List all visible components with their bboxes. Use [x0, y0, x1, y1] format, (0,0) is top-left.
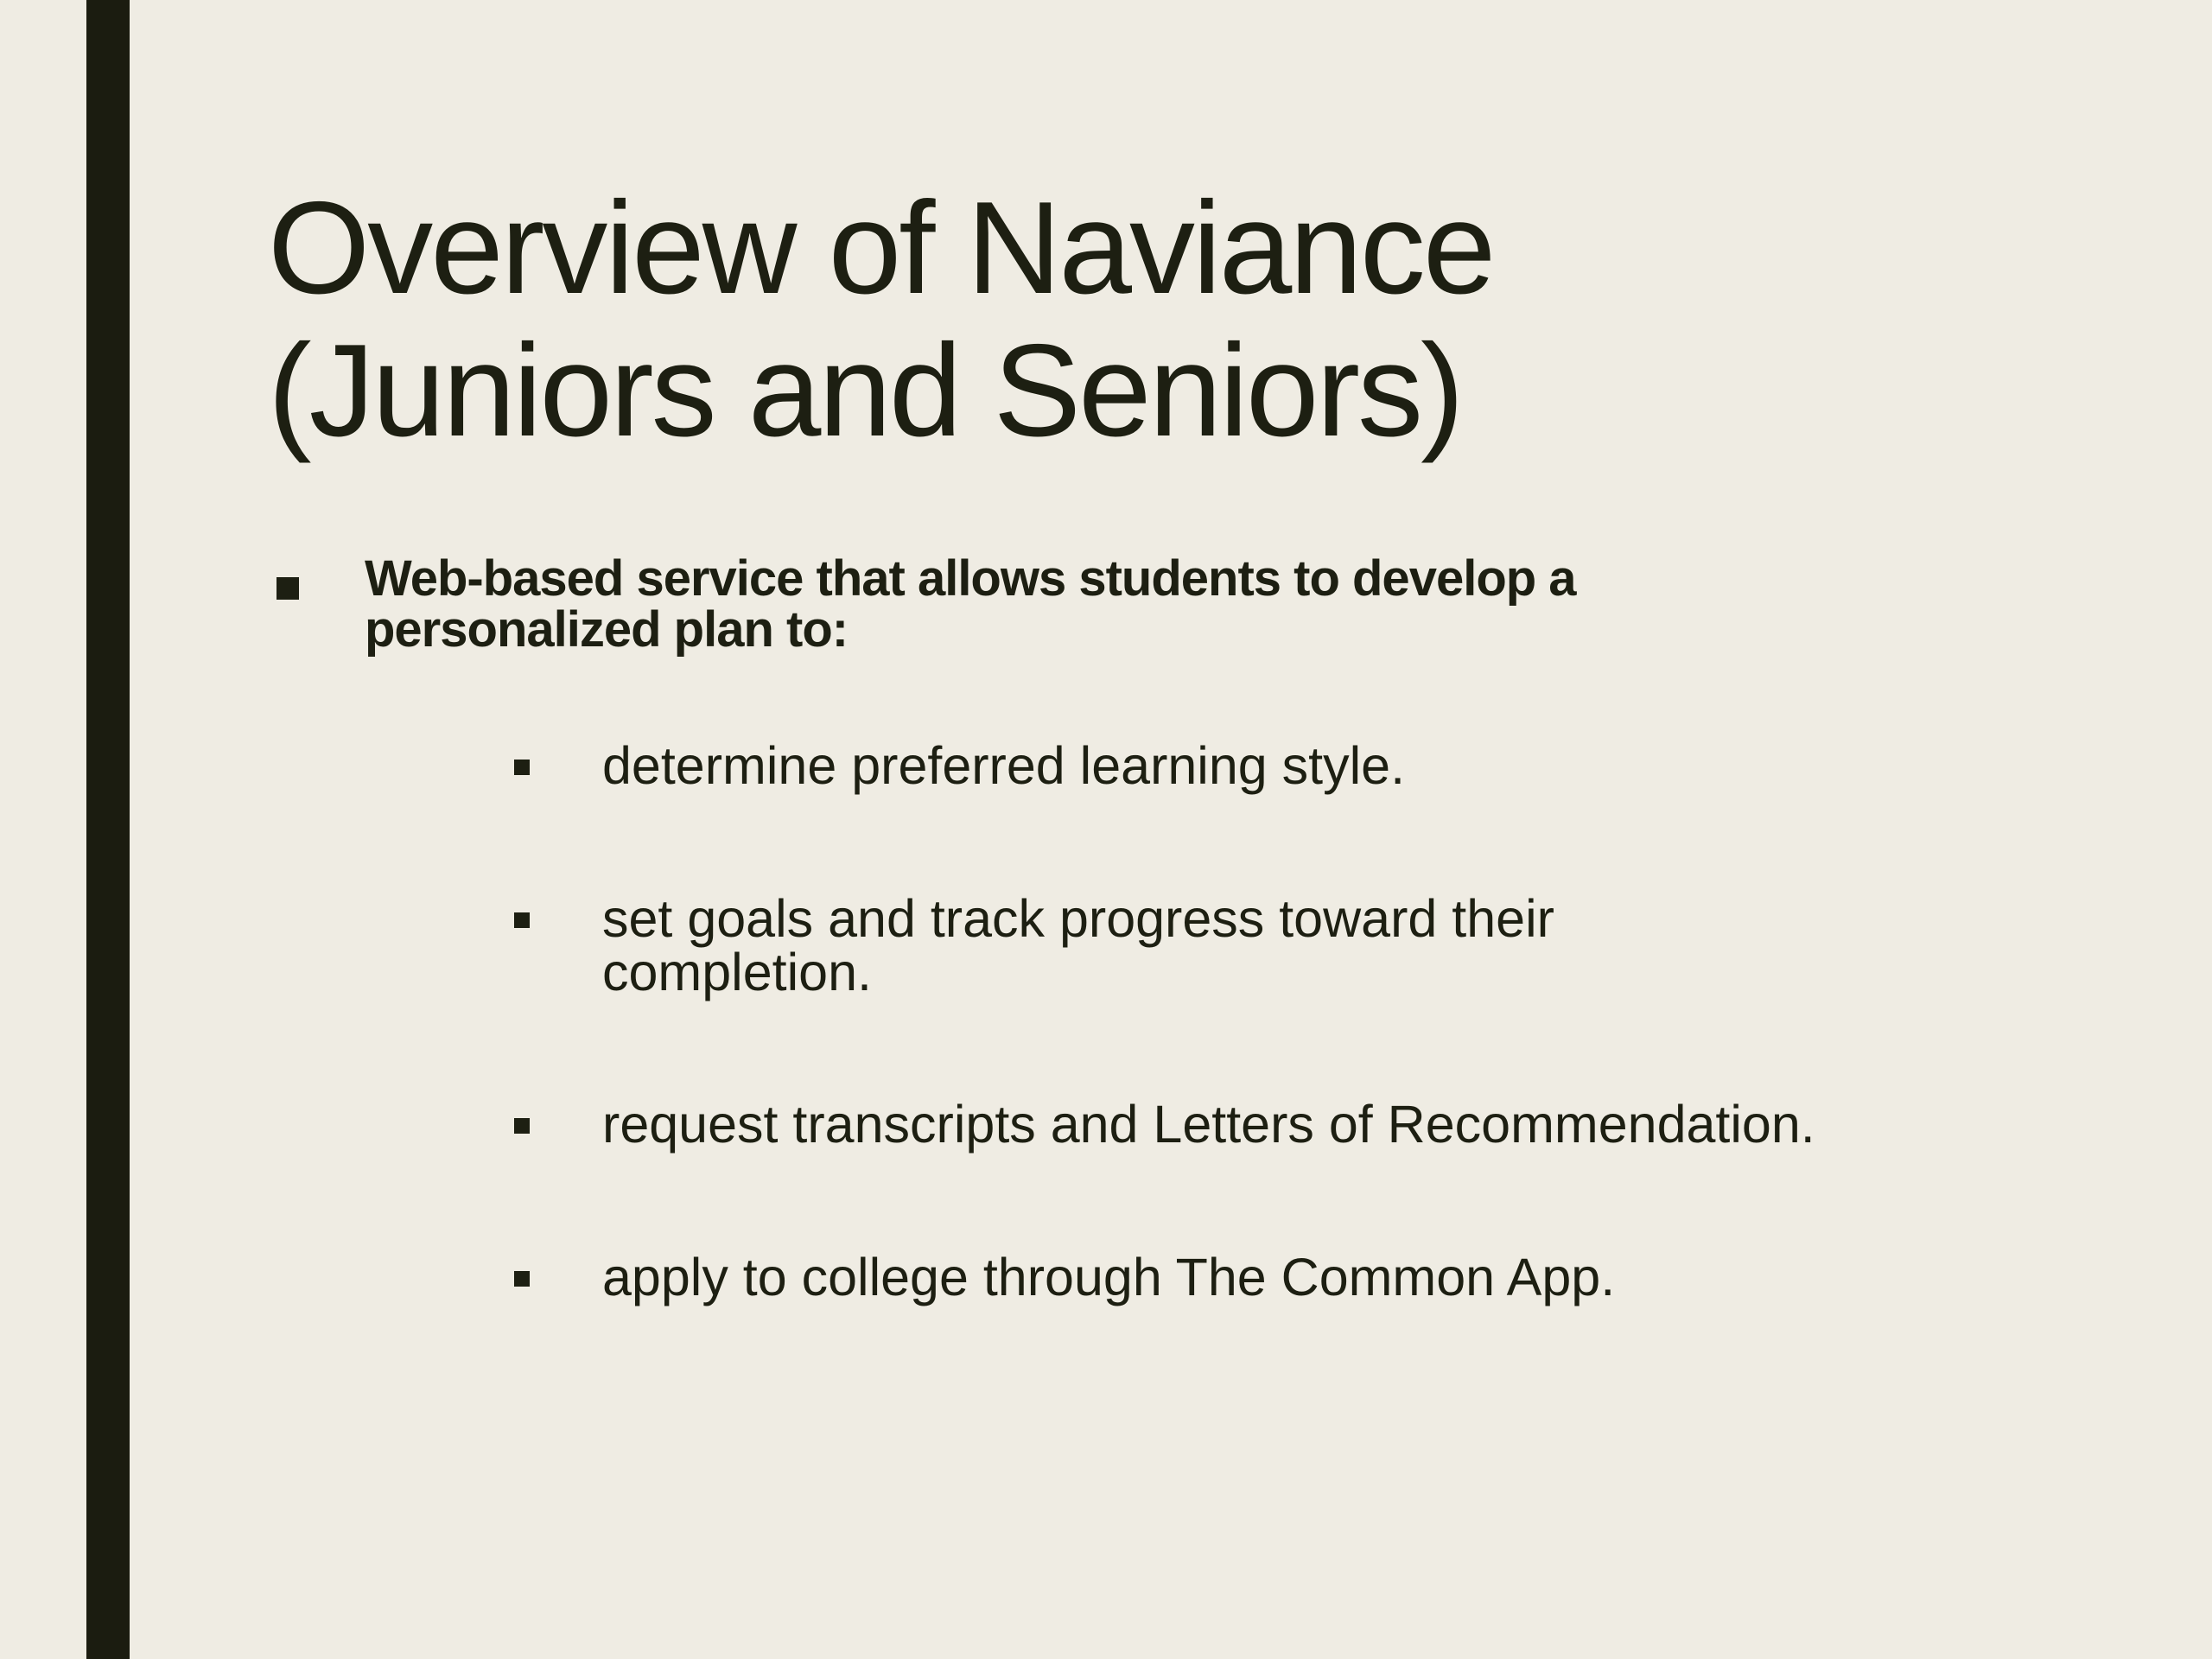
sub-bullet-text: request transcripts and Letters of Recommendation.	[602, 1095, 1815, 1154]
sub-bullet-text: apply to college through The Common App.	[602, 1248, 1616, 1306]
square-bullet-icon	[276, 577, 299, 600]
sub-bullet-item	[510, 889, 2108, 1001]
sub-bullet-text: determine preferred learning style.	[602, 736, 1406, 795]
sub-bullet-item	[510, 736, 2108, 795]
accent-bar	[86, 0, 130, 1659]
main-bullet-text: Web-based service that allows students to develop a personalized plan to:	[365, 550, 1576, 658]
sub-bullet-item	[510, 1095, 2108, 1154]
sub-bullet-text: set goals and track progress toward their completion.	[602, 889, 1554, 1001]
small-square-bullet-icon	[514, 760, 530, 775]
slide-title-line: Overview of Naviance	[268, 175, 1494, 321]
small-square-bullet-icon	[514, 912, 530, 928]
small-square-bullet-icon	[514, 1118, 530, 1134]
slide-title	[268, 177, 1953, 462]
small-square-bullet-icon	[514, 1271, 530, 1287]
slide-title-line: (Juniors and Seniors)	[268, 317, 1462, 464]
sub-bullet-item	[510, 1250, 2108, 1304]
